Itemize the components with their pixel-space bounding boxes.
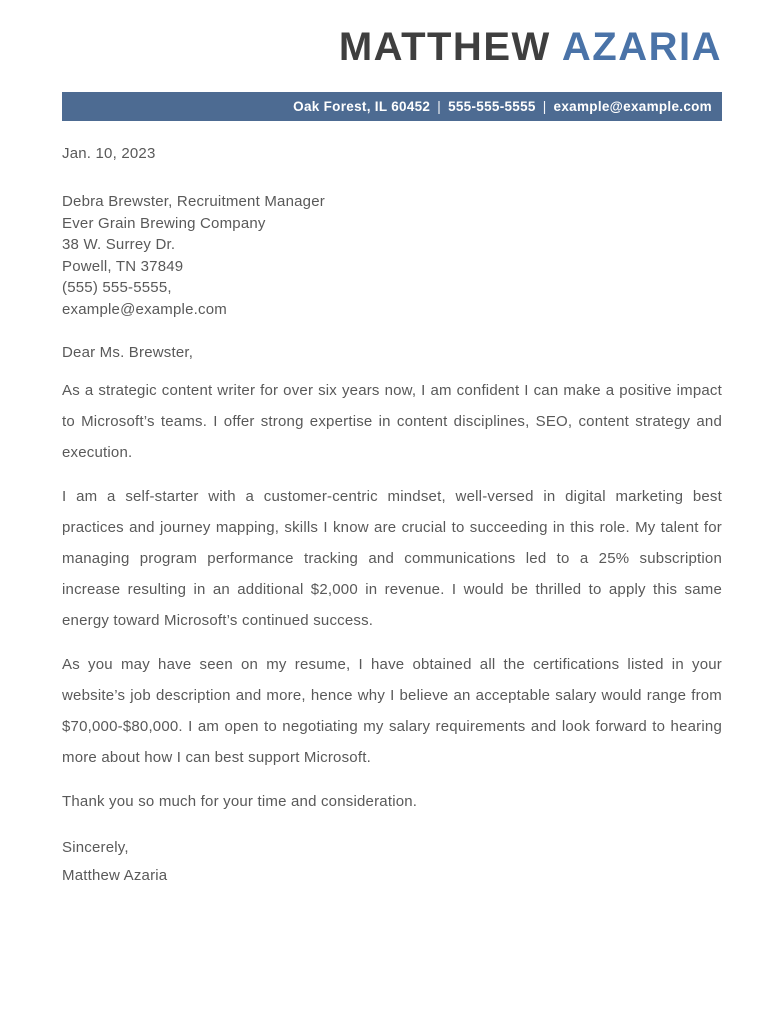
letter-header [62, 24, 722, 70]
contact-bar [62, 92, 722, 121]
body-paragraph: As you may have seen on my resume, I have obtained all the certifications listed in your website’s job description and more, hence why I believe an acceptable salary would range from $70,000-$80,000. I am open to negotiating my salary requirements and look forward to hearing more about how I can best support Microsoft. [62, 656, 722, 766]
letter-body [62, 143, 722, 890]
date-line: Jan. 10, 2023 [62, 145, 156, 162]
closing-block [62, 834, 722, 890]
recipient-block [62, 191, 722, 320]
thanks-line: Thank you so much for your time and consideration. [62, 793, 418, 810]
salutation: Dear Ms. Brewster, [62, 344, 194, 361]
recipient-line: (555) 555-5555, [62, 279, 172, 296]
name-last: AZARIA [561, 25, 722, 69]
body-paragraph: I am a self-starter with a customer-centric mindset, well-versed in digital marketing best practices and journey mapping, skills I know are crucial to succeeding in this role. My talent for managing program performance tracking and communications led to a 25% subscription increase resulting in an additional $2,000 in revenue. I would be thrilled to apply this same energy toward Microsoft’s continued success. [62, 488, 722, 629]
contact-separator: | [437, 99, 442, 114]
contact-email: example@example.com [553, 99, 712, 114]
recipient-line: Ever Grain Brewing Company [62, 214, 266, 232]
contact-location: Oak Forest, IL 60452 [293, 99, 431, 114]
closing: Sincerely, [62, 839, 129, 856]
recipient-line: Debra Brewster, Recruitment Manager [62, 193, 325, 210]
recipient-line: example@example.com [62, 300, 227, 318]
body-paragraph: As a strategic content writer for over six years now, I am confident I can make a positive impact to Microsoft’s teams. I offer strong expertise in content disciplines, SEO, content strategy and execution. [62, 382, 722, 461]
signature: Matthew Azaria [62, 867, 168, 884]
recipient-line: 38 W. Surrey Dr. [62, 236, 176, 253]
contact-separator: | [542, 99, 547, 114]
name-first: MATTHEW [338, 25, 551, 69]
recipient-line: Powell, TN 37849 [62, 257, 184, 275]
contact-phone: 555-555-5555 [448, 99, 536, 114]
